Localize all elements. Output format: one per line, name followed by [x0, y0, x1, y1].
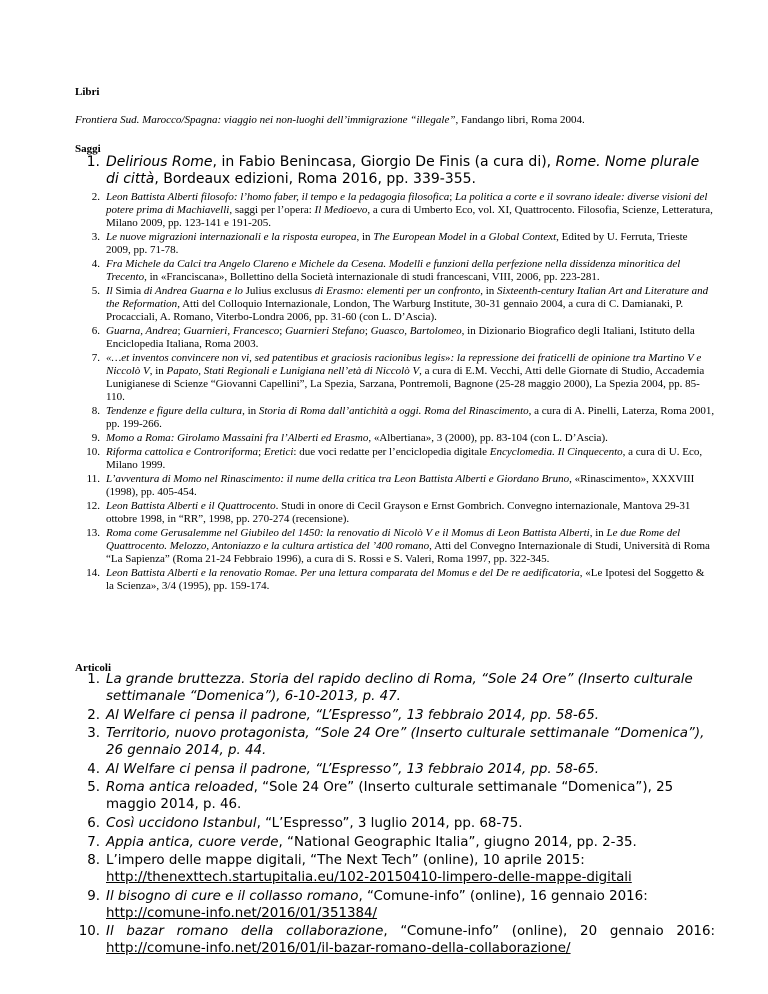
list-item: 7. Appia antica, cuore verde, “National Geographic Italia”, giugno 2014, pp. 2-35.	[75, 834, 715, 851]
list-item	[75, 923, 715, 957]
item-number: 10.	[86, 446, 100, 458]
book-entry	[75, 114, 765, 127]
list-item: 1. La grande bruttezza. Storia del rapido declino di Roma, “Sole 24 Ore” (Inserto culturale settimanale “Domenica”), 6-10-2013, p. 47.	[75, 671, 715, 705]
section-heading-articoli: Articoli	[75, 662, 112, 674]
item-number: 6.	[91, 325, 100, 337]
articoli-list	[75, 671, 715, 959]
list-item: 4. Fra Michele da Calci tra Angelo Clareno e Michele da Cesena. Modelli e funzioni della perfezione nella dissidenza minoritica del Trecento, in «Franciscana», Bollettino della Società internazionale di studi francescani, VIII, 2006, pp. 223-281.	[75, 258, 715, 284]
article-line: Il bazar romano della collaborazione, “Comune-info” (online), 20 gennaio 2016:	[106, 924, 715, 940]
list-item: 10. Riforma cattolica e Controriforma; Eretici: due voci redatte per l’enciclopedia digitale Encyclomedia. Il Cinquecento, a cura di U. Eco, Milano 1999.	[75, 446, 715, 472]
item-number: 7.	[87, 834, 100, 850]
list-item: 11. L’avventura di Momo nel Rinascimento: il nume della critica tra Leon Battista Alberti e Giordano Bruno, «Rinascimento», XXXVIII (1998), pp. 405-454.	[75, 473, 715, 499]
item-number: 1.	[86, 154, 100, 170]
list-item: 6. Guarna, Andrea; Guarnieri, Francesco; Guarnieri Stefano; Guasco, Bartolomeo, in Dizionario Biografico degli Italiani, Istituto della Enciclopedia Italiana, Roma 2003.	[75, 325, 715, 351]
item-number: 5.	[87, 780, 100, 796]
article-link[interactable]: http://comune-info.net/2016/01/il-bazar-romano-della-collaborazione/	[106, 941, 571, 957]
list-item: 5. Roma antica reloaded, “Sole 24 Ore” (Inserto culturale settimanale “Domenica”), 25 maggio 2014, p. 46.	[75, 779, 715, 813]
item-number: 11.	[86, 473, 100, 485]
article-link[interactable]: http://thenexttech.startupitalia.eu/102-20150410-limpero-delle-mappe-digitali	[106, 870, 632, 886]
item-number: 7.	[91, 352, 100, 364]
item-number: 10.	[78, 924, 100, 940]
list-item: 6. Così uccidono Istanbul, “L’Espresso”, 3 luglio 2014, pp. 68-75.	[75, 815, 715, 832]
saggi-list	[75, 154, 715, 594]
item-number: 4.	[91, 258, 100, 270]
item-number: 5.	[91, 285, 100, 297]
item-number: 6.	[87, 815, 100, 831]
list-item: 2. Al Welfare ci pensa il padrone, “L’Espresso”, 13 febbraio 2014, pp. 58-65.	[75, 707, 715, 724]
list-item: 3. Le nuove migrazioni internazionali e la risposta europea, in The European Model in a Global Context, Edited by U. Ferruta, Trieste 2009, pp. 71-78.	[75, 231, 715, 257]
item-number: 14.	[86, 567, 100, 579]
list-item: 8. Tendenze e figure della cultura, in Storia di Roma dall’antichità a oggi. Roma del Rinascimento, a cura di A. Pinelli, Laterza, Roma 2001, pp. 199-266.	[75, 405, 715, 431]
item-number: 13.	[86, 527, 100, 539]
item-number: 3.	[87, 726, 100, 742]
item-number: 12.	[86, 500, 100, 512]
list-item: 9. Momo a Roma: Girolamo Massaini fra l’Alberti ed Erasmo, «Albertiana», 3 (2000), pp. 83-104 (con L. D’Ascia).	[75, 432, 715, 445]
item-number: 8.	[87, 853, 100, 869]
item-number: 9.	[87, 888, 100, 904]
item-number: 2.	[91, 191, 100, 203]
book-title: Frontiera Sud. Marocco/Spagna: viaggio nei non-luoghi dell’immigrazione “illegale”	[75, 114, 456, 126]
section-heading-saggi: Saggi	[75, 143, 101, 155]
list-item: 5. Il Simia di Andrea Guarna e lo Julius exclusus di Erasmo: elementi per un confronto, in Sixteenth-century Italian Art and Literature and the Reformation, Atti del Colloquio Internazionale, London, The Warburg Institute, 30-31 gennaio 2004, a cura di C. Damianaki, P. Procacciali, A. Romano, Viterbo-Londra 2006, pp. 31-60 (con L. D’Ascia).	[75, 285, 715, 324]
list-item: 12. Leon Battista Alberti e il Quattrocento. Studi in onore di Cecil Grayson e Ernst Gombrich. Convegno internazionale, Mantova 29-31 ottobre 1998, in “RR”, 1998, pp. 270-274 (recensione).	[75, 500, 715, 526]
list-item: 1. Delirious Rome, in Fabio Benincasa, Giorgio De Finis (a cura di), Rome. Nome plurale di città, Bordeaux edizioni, Roma 2016, pp. 339-355.	[75, 154, 715, 188]
item-number: 2.	[87, 707, 100, 723]
item-number: 3.	[91, 231, 100, 243]
list-item: 7. «…et inventos convincere non vi, sed patentibus et graciosis racionibus legis»: la repressione dei fraticelli de opinione tra Martino V e Niccolò V, in Papato, Stati Regionali e Lunigiana nell’età di Niccolò V, a cura di E.M. Vecchi, Atti delle Giornate di Studio, Accademia Lunigianese di Scienze “Giovanni Capellini”, La Spezia, Sarzana, Pontremoli, Bagnone (25-28 maggio 2000), La Spezia 2004, pp. 85-110.	[75, 352, 715, 404]
list-item: 3. Territorio, nuovo protagonista, “Sole 24 Ore” (Inserto culturale settimanale “Domenica”), 26 gennaio 2014, p. 44.	[75, 725, 715, 759]
item-number: 9.	[91, 432, 100, 444]
book-publisher: , Fandango libri, Roma 2004.	[455, 114, 585, 126]
list-item: 8. L’impero delle mappe digitali, “The Next Tech” (online), 10 aprile 2015: http://thenexttech.startupitalia.eu/102-20150410-limpero-delle-mappe-digitali	[75, 852, 715, 886]
item-number: 8.	[91, 405, 100, 417]
article-link[interactable]: http://comune-info.net/2016/01/351384/	[106, 905, 378, 921]
list-item: 14. Leon Battista Alberti e la renovatio Romae. Per una lettura comparata del Momus e del De re aedificatoria, «Le Ipotesi del Soggetto & la Scienza», 3/4 (1995), pp. 159-174.	[75, 567, 715, 593]
item-number: 1.	[87, 672, 100, 687]
list-item: 2. Leon Battista Alberti filosofo: l’homo faber, il tempo e la pedagogia filosofica; La politica a corte e il sovrano ideale: diverse visioni del potere prima di Machiavelli, saggi per l’opera: Il Medioevo, a cura di Umberto Eco, vol. XI, Quattrocento. Filosofia, Scienze, Letteratura, Milano 2009, pp. 123-141 e 191-205.	[75, 191, 715, 230]
list-item: 4. Al Welfare ci pensa il padrone, “L’Espresso”, 13 febbraio 2014, pp. 58-65.	[75, 761, 715, 778]
list-item: 13. Roma come Gerusalemme nel Giubileo del 1450: la renovatio di Nicolò V e il Momus di Leon Battista Alberti, in Le due Rome del Quattrocento. Melozzo, Antoniazzo e la cultura artistica del ’400 romano, Atti del Convegno Internazionale di Studi, Università di Roma “La Sapienza” (Roma 21-24 Febbraio 1996), a cura di S. Rossi e S. Valeri, Roma 1997, pp. 322-345.	[75, 527, 715, 566]
item-number: 4.	[87, 761, 100, 777]
section-heading-libri: Libri	[75, 86, 100, 98]
list-item: 9. Il bisogno di cure e il collasso romano, “Comune-info” (online), 16 gennaio 2016: http://comune-info.net/2016/01/351384/	[75, 888, 715, 922]
